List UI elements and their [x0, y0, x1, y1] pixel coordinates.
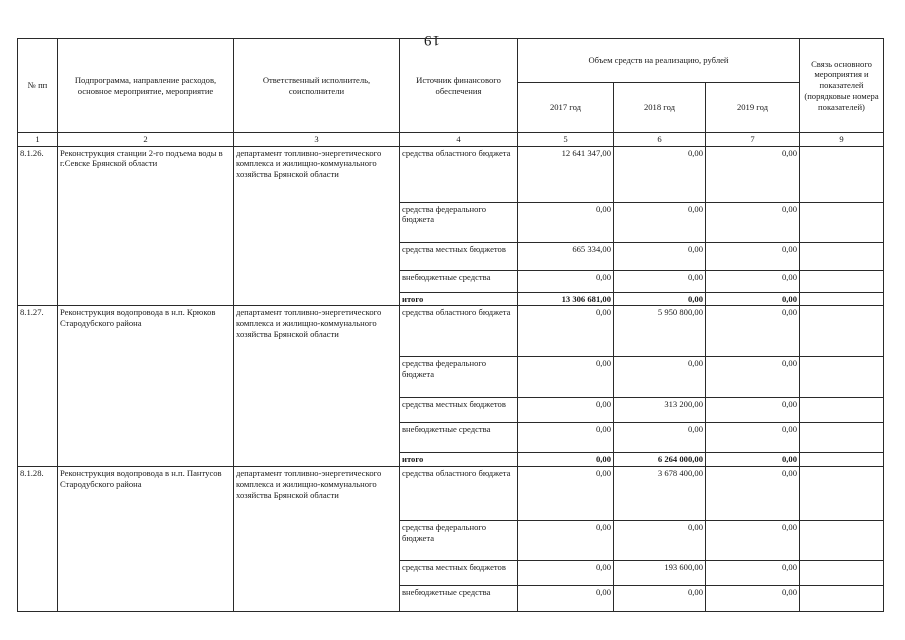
source-cell: средства областного бюджета — [400, 306, 518, 357]
financing-table — [17, 38, 884, 612]
header-link: Связь основного мероприятия и показателей (порядковые номера показателей) — [800, 39, 884, 133]
page-cut-edge — [0, 624, 905, 640]
col-number: 1 — [18, 133, 58, 147]
col-number: 2 — [58, 133, 234, 147]
table-row — [18, 467, 884, 521]
link-cell — [800, 270, 884, 292]
header-source: Источник финансового обеспечения — [400, 39, 518, 133]
amount-2019: 0,00 — [706, 202, 800, 242]
source-cell: средства местных бюджетов — [400, 398, 518, 423]
link-cell — [800, 292, 884, 306]
header-volume: Объем средств на реализацию, рублей — [518, 39, 800, 83]
amount-2019: 0,00 — [706, 270, 800, 292]
link-cell — [800, 586, 884, 612]
link-cell — [800, 521, 884, 561]
link-cell — [800, 467, 884, 521]
amount-2018: 0,00 — [614, 521, 706, 561]
amount-2019: 0,00 — [706, 561, 800, 586]
amount-2017: 12 641 347,00 — [518, 146, 614, 202]
amount-2018: 0,00 — [614, 586, 706, 612]
col-number: 6 — [614, 133, 706, 147]
project-number: 8.1.26. — [18, 146, 58, 306]
amount-2017: 0,00 — [518, 586, 614, 612]
amount-2019: 0,00 — [706, 292, 800, 306]
amount-2019: 0,00 — [706, 467, 800, 521]
source-cell: средства федерального бюджета — [400, 521, 518, 561]
amount-2018: 0,00 — [614, 242, 706, 270]
header-executor: Ответственный исполнитель, соисполнители — [234, 39, 400, 133]
header-2018: 2018 год — [614, 83, 706, 133]
source-cell: внебюджетные средства — [400, 423, 518, 453]
table-row — [18, 146, 884, 202]
source-cell: средства федерального бюджета — [400, 357, 518, 398]
column-number-row — [18, 133, 884, 147]
project-title: Реконструкция водопровода в н.п. Крюков Стародубского района — [58, 306, 234, 467]
header-program: Подпрограмма, направление расходов, основное мероприятие, мероприятие — [58, 39, 234, 133]
amount-2017: 665 334,00 — [518, 242, 614, 270]
amount-2017: 0,00 — [518, 357, 614, 398]
amount-2018: 0,00 — [614, 423, 706, 453]
link-cell — [800, 146, 884, 202]
source-cell: внебюджетные средства — [400, 586, 518, 612]
source-cell: средства местных бюджетов — [400, 242, 518, 270]
source-cell: внебюджетные средства — [400, 270, 518, 292]
project-executor: департамент топливно-энергетического комплекса и жилищно-коммунального хозяйства Брянской области — [234, 306, 400, 467]
source-cell: итого — [400, 453, 518, 467]
amount-2018: 0,00 — [614, 292, 706, 306]
amount-2018: 0,00 — [614, 270, 706, 292]
amount-2017: 0,00 — [518, 306, 614, 357]
source-cell: средства областного бюджета — [400, 467, 518, 521]
header-num: № пп — [18, 39, 58, 133]
amount-2018: 5 950 800,00 — [614, 306, 706, 357]
link-cell — [800, 561, 884, 586]
source-cell: средства местных бюджетов — [400, 561, 518, 586]
amount-2017: 13 306 681,00 — [518, 292, 614, 306]
amount-2017: 0,00 — [518, 453, 614, 467]
source-cell: средства областного бюджета — [400, 146, 518, 202]
amount-2019: 0,00 — [706, 306, 800, 357]
project-number: 8.1.28. — [18, 467, 58, 612]
amount-2017: 0,00 — [518, 202, 614, 242]
link-cell — [800, 423, 884, 453]
amount-2019: 0,00 — [706, 146, 800, 202]
amount-2019: 0,00 — [706, 521, 800, 561]
col-number: 7 — [706, 133, 800, 147]
source-cell: итого — [400, 292, 518, 306]
amount-2019: 0,00 — [706, 357, 800, 398]
amount-2018: 313 200,00 — [614, 398, 706, 423]
table-body — [18, 39, 884, 612]
source-cell: средства федерального бюджета — [400, 202, 518, 242]
amount-2018: 193 600,00 — [614, 561, 706, 586]
col-number: 9 — [800, 133, 884, 147]
link-cell — [800, 357, 884, 398]
link-cell — [800, 453, 884, 467]
link-cell — [800, 306, 884, 357]
col-number: 4 — [400, 133, 518, 147]
amount-2019: 0,00 — [706, 242, 800, 270]
amount-2017: 0,00 — [518, 270, 614, 292]
project-executor: департамент топливно-энергетического комплекса и жилищно-коммунального хозяйства Брянской области — [234, 467, 400, 612]
amount-2019: 0,00 — [706, 453, 800, 467]
amount-2018: 3 678 400,00 — [614, 467, 706, 521]
col-number: 3 — [234, 133, 400, 147]
amount-2019: 0,00 — [706, 586, 800, 612]
amount-2019: 0,00 — [706, 423, 800, 453]
amount-2017: 0,00 — [518, 398, 614, 423]
table-row — [18, 306, 884, 357]
project-executor: департамент топливно-энергетического комплекса и жилищно-коммунального хозяйства Брянской области — [234, 146, 400, 306]
amount-2017: 0,00 — [518, 423, 614, 453]
col-number: 5 — [518, 133, 614, 147]
header-2017: 2017 год — [518, 83, 614, 133]
amount-2017: 0,00 — [518, 561, 614, 586]
amount-2017: 0,00 — [518, 467, 614, 521]
amount-2017: 0,00 — [518, 521, 614, 561]
link-cell — [800, 242, 884, 270]
amount-2018: 0,00 — [614, 357, 706, 398]
project-title: Реконструкция станции 2-го подъема воды в г.Севске Брянской области — [58, 146, 234, 306]
amount-2018: 6 264 000,00 — [614, 453, 706, 467]
page-number: 19 — [423, 32, 440, 48]
amount-2018: 0,00 — [614, 146, 706, 202]
link-cell — [800, 202, 884, 242]
link-cell — [800, 398, 884, 423]
header-2019: 2019 год — [706, 83, 800, 133]
amount-2019: 0,00 — [706, 398, 800, 423]
amount-2018: 0,00 — [614, 202, 706, 242]
project-title: Реконструкция водопровода в н.п. Пантусов Стародубского района — [58, 467, 234, 612]
project-number: 8.1.27. — [18, 306, 58, 467]
